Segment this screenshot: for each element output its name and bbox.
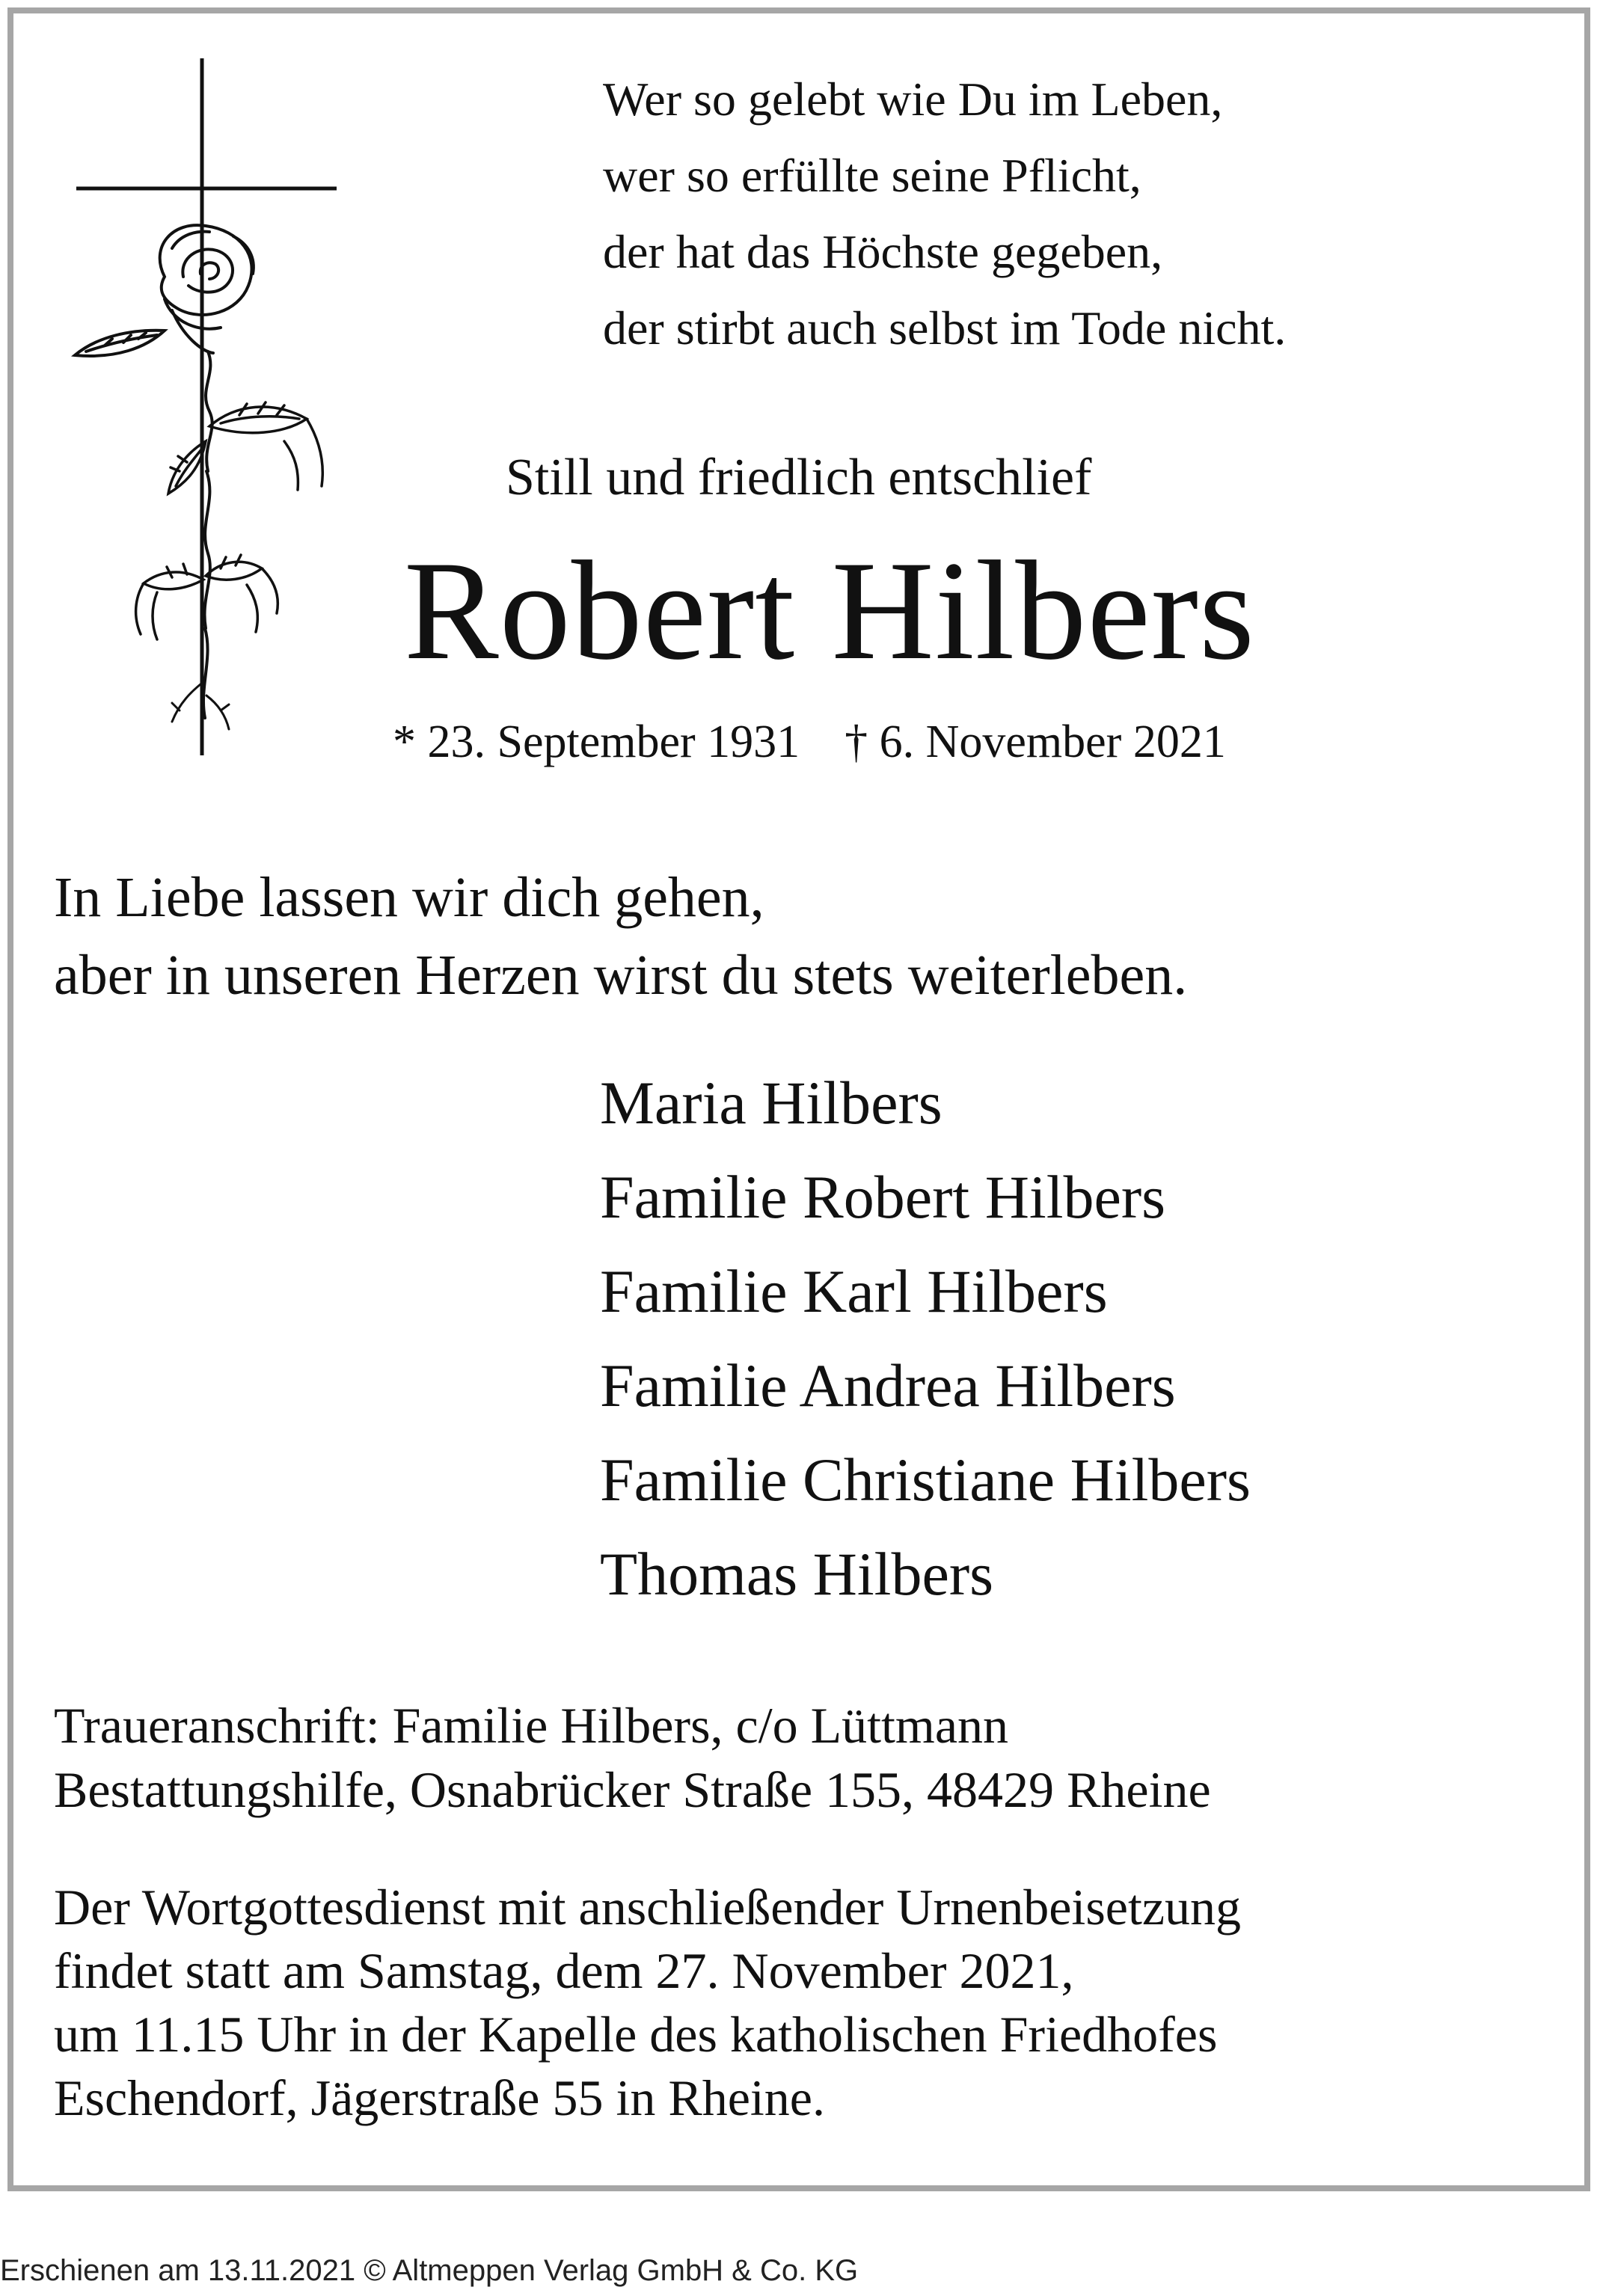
intro-text: Still und friedlich entschlief — [506, 449, 1092, 506]
address-line: Bestattungshilfe, Osnabrücker Straße 155, 48429 Rheine — [54, 1761, 1211, 1818]
poem — [603, 61, 1286, 366]
service-line: Eschendorf, Jägerstraße 55 in Rheine. — [54, 2069, 825, 2126]
cross-with-rose-icon — [60, 52, 344, 763]
address-line: Traueranschrift: Familie Hilbers, c/o Lüttmann — [54, 1697, 1008, 1754]
farewell-text — [54, 859, 1187, 1014]
family-member: Familie Karl Hilbers — [600, 1257, 1108, 1325]
service-info — [54, 1876, 1241, 2130]
family-member: Familie Robert Hilbers — [600, 1163, 1166, 1231]
poem-line: der hat das Höchste gegeben, — [603, 225, 1163, 278]
poem-line: Wer so gelebt wie Du im Leben, — [603, 73, 1223, 126]
deceased-name: Robert Hilbers — [404, 532, 1255, 690]
service-line: findet statt am Samstag, dem 27. November 2021, — [54, 1942, 1074, 1999]
service-line: Der Wortgottesdienst mit anschließender Urnenbeisetzung — [54, 1879, 1242, 1936]
family-member: Thomas Hilbers — [600, 1540, 994, 1608]
poem-line: wer so erfüllte seine Pflicht, — [603, 149, 1141, 202]
publication-footer: Erschienen am 13.11.2021 © Altmeppen Verlag GmbH & Co. KG — [0, 2254, 859, 2287]
farewell-line: In Liebe lassen wir dich gehen, — [54, 866, 764, 929]
farewell-line: aber in unseren Herzen wirst du stets weiterleben. — [54, 944, 1188, 1007]
poem-line: der stirbt auch selbst im Tode nicht. — [603, 301, 1287, 354]
family-member: Familie Andrea Hilbers — [600, 1351, 1176, 1419]
mourning-address — [54, 1693, 1211, 1822]
family-member: Familie Christiane Hilbers — [600, 1446, 1251, 1514]
life-dates — [393, 712, 1226, 772]
death-date: † 6. November 2021 — [845, 716, 1226, 767]
family-member: Maria Hilbers — [600, 1069, 943, 1137]
service-line: um 11.15 Uhr in der Kapelle des katholischen Friedhofes — [54, 2006, 1218, 2063]
family-list — [600, 1056, 1251, 1621]
birth-date: * 23. September 1931 — [393, 716, 800, 767]
